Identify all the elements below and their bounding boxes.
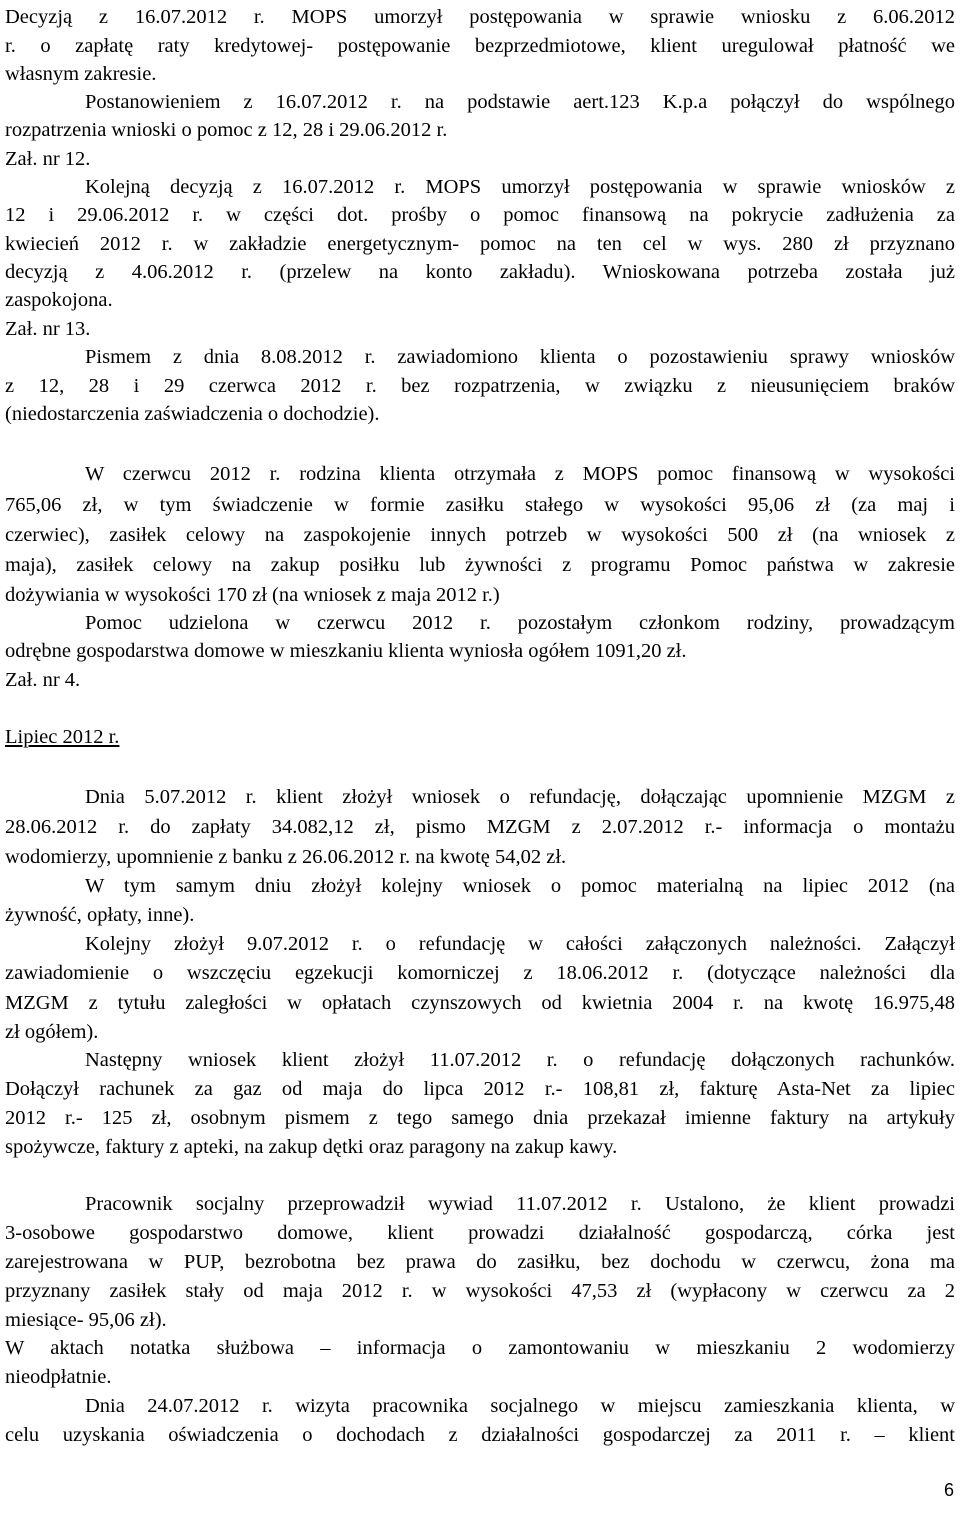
text-line: Dnia 5.07.2012 r. klient złożył wniosek o refundację, dołączając upomnienie MZGM z [85, 786, 955, 808]
text-line: 765,06 zł, w tym świadczenie w formie zasiłku stałego w wysokości 95,06 zł (za maj i [5, 494, 955, 516]
text-line: r. o zapłatę raty kredytowej- postępowanie bezprzedmiotowe, klient uregulował płatność we [5, 35, 955, 57]
text-line: Decyzją z 16.07.2012 r. MOPS umorzył postępowania w sprawie wniosku z 6.06.2012 [5, 6, 955, 28]
text-line: decyzją z 4.06.2012 r. (przelew na konto zakładu). Wnioskowana potrzeba została już [5, 261, 955, 283]
text-line: celu uzyskania oświadczenia o dochodach z działalności gospodarczej za 2011 r. – klient [5, 1424, 955, 1446]
text-line: Pismem z dnia 8.08.2012 r. zawiadomiono klienta o pozostawieniu sprawy wniosków [85, 346, 955, 368]
text-line: W aktach notatka służbowa – informacja o zamontowaniu w mieszkaniu 2 wodomierzy [5, 1337, 955, 1359]
text-line: zaspokojona. [5, 289, 113, 311]
text-line: rozpatrzenia wnioski o pomoc z 12, 28 i 29.06.2012 r. [5, 119, 448, 141]
text-line: Dołączył rachunek za gaz od maja do lipca 2012 r.- 108,81 zł, fakturę Asta-Net za lipiec [5, 1078, 955, 1100]
text-line: MZGM z tytułu zaległości w opłatach czynszowych od kwietnia 2004 r. na kwotę 16.975,48 [5, 992, 955, 1014]
text-line: dożywiania w wysokości 170 zł (na wniosek z maja 2012 r.) [5, 584, 500, 606]
text-line: odrębne gospodarstwa domowe w mieszkaniu klienta wyniosła ogółem 1091,20 zł. [5, 640, 687, 662]
text-line: Postanowieniem z 16.07.2012 r. na podstawie aert.123 K.p.a połączył do wspólnego [85, 91, 955, 113]
text-line: Pomoc udzielona w czerwcu 2012 r. pozostałym członkom rodziny, prowadzącym [85, 612, 955, 634]
text-line: zawiadomienie o wszczęciu egzekucji komorniczej z 18.06.2012 r. (dotyczące należności dla [5, 962, 955, 984]
text-line: zł ogółem). [5, 1021, 99, 1043]
text-line: żywność, opłaty, inne). [5, 904, 195, 926]
text-line: 12 i 29.06.2012 r. w części dot. prośby o pomoc finansową na pokrycie zadłużenia za [5, 204, 955, 226]
text-line: miesiące- 95,06 zł). [5, 1309, 167, 1331]
text-line: 2012 r.- 125 zł, osobnym pismem z tego samego dnia przekazał imienne faktury na artykuły [5, 1107, 955, 1129]
section-heading: Lipiec 2012 r. [5, 726, 120, 748]
text-line: Dnia 24.07.2012 r. wizyta pracownika socjalnego w miejscu zamieszkania klienta, w [85, 1395, 955, 1417]
text-line: W tym samym dniu złożył kolejny wniosek o pomoc materialną na lipiec 2012 (na [85, 875, 955, 897]
text-line: zarejestrowana w PUP, bezrobotna bez prawa do zasiłku, bez dochodu w czerwcu, żona ma [5, 1251, 955, 1273]
text-line: przyznany zasiłek stały od maja 2012 r. w wysokości 47,53 zł (wypłacony w czerwcu za 2 [5, 1280, 955, 1302]
text-line: z 12, 28 i 29 czerwca 2012 r. bez rozpatrzenia, w związku z nieusunięciem braków [5, 375, 955, 397]
text-line: Pracownik socjalny przeprowadził wywiad 11.07.2012 r. Ustalono, że klient prowadzi [85, 1193, 955, 1215]
attachment-note: Zał. nr 4. [5, 669, 81, 691]
text-line: (niedostarczenia zaświadczenia o dochodzie). [5, 403, 380, 425]
page-number: 6 [943, 1480, 954, 1500]
text-line: wodomierzy, upomnienie z banku z 26.06.2012 r. na kwotę 54,02 zł. [5, 846, 567, 868]
text-line: Kolejny złożył 9.07.2012 r. o refundację w całości załączonych należności. Załączył [85, 933, 955, 955]
text-line: Następny wniosek klient złożył 11.07.2012 r. o refundację dołączonych rachunków. [85, 1049, 955, 1071]
text-line: 28.06.2012 r. do zapłaty 34.082,12 zł, pismo MZGM z 2.07.2012 r.- informacja o montażu [5, 816, 955, 838]
text-line: nieodpłatnie. [5, 1366, 112, 1388]
text-line: 3-osobowe gospodarstwo domowe, klient prowadzi działalność gospodarczą, córka jest [5, 1222, 955, 1244]
text-line: czerwiec), zasiłek celowy na zaspokojenie innych potrzeb w wysokości 500 zł (na wniosek z [5, 524, 955, 546]
text-line: własnym zakresie. [5, 63, 157, 85]
attachment-note: Zał. nr 12. [5, 148, 91, 170]
text-line: spożywcze, faktury z apteki, na zakup dętki oraz paragony na zakup kawy. [5, 1136, 618, 1158]
text-line: Kolejną decyzją z 16.07.2012 r. MOPS umorzył postępowania w sprawie wniosków z [85, 176, 955, 198]
attachment-note: Zał. nr 13. [5, 318, 91, 340]
text-line: maja), zasiłek celowy na zakup posiłku lub żywności z programu Pomoc państwa w zakresie [5, 554, 955, 576]
text-line: W czerwcu 2012 r. rodzina klienta otrzymała z MOPS pomoc finansową w wysokości [85, 463, 955, 485]
text-line: kwiecień 2012 r. w zakładzie energetycznym- pomoc na ten cel w wys. 280 zł przyznano [5, 233, 955, 255]
